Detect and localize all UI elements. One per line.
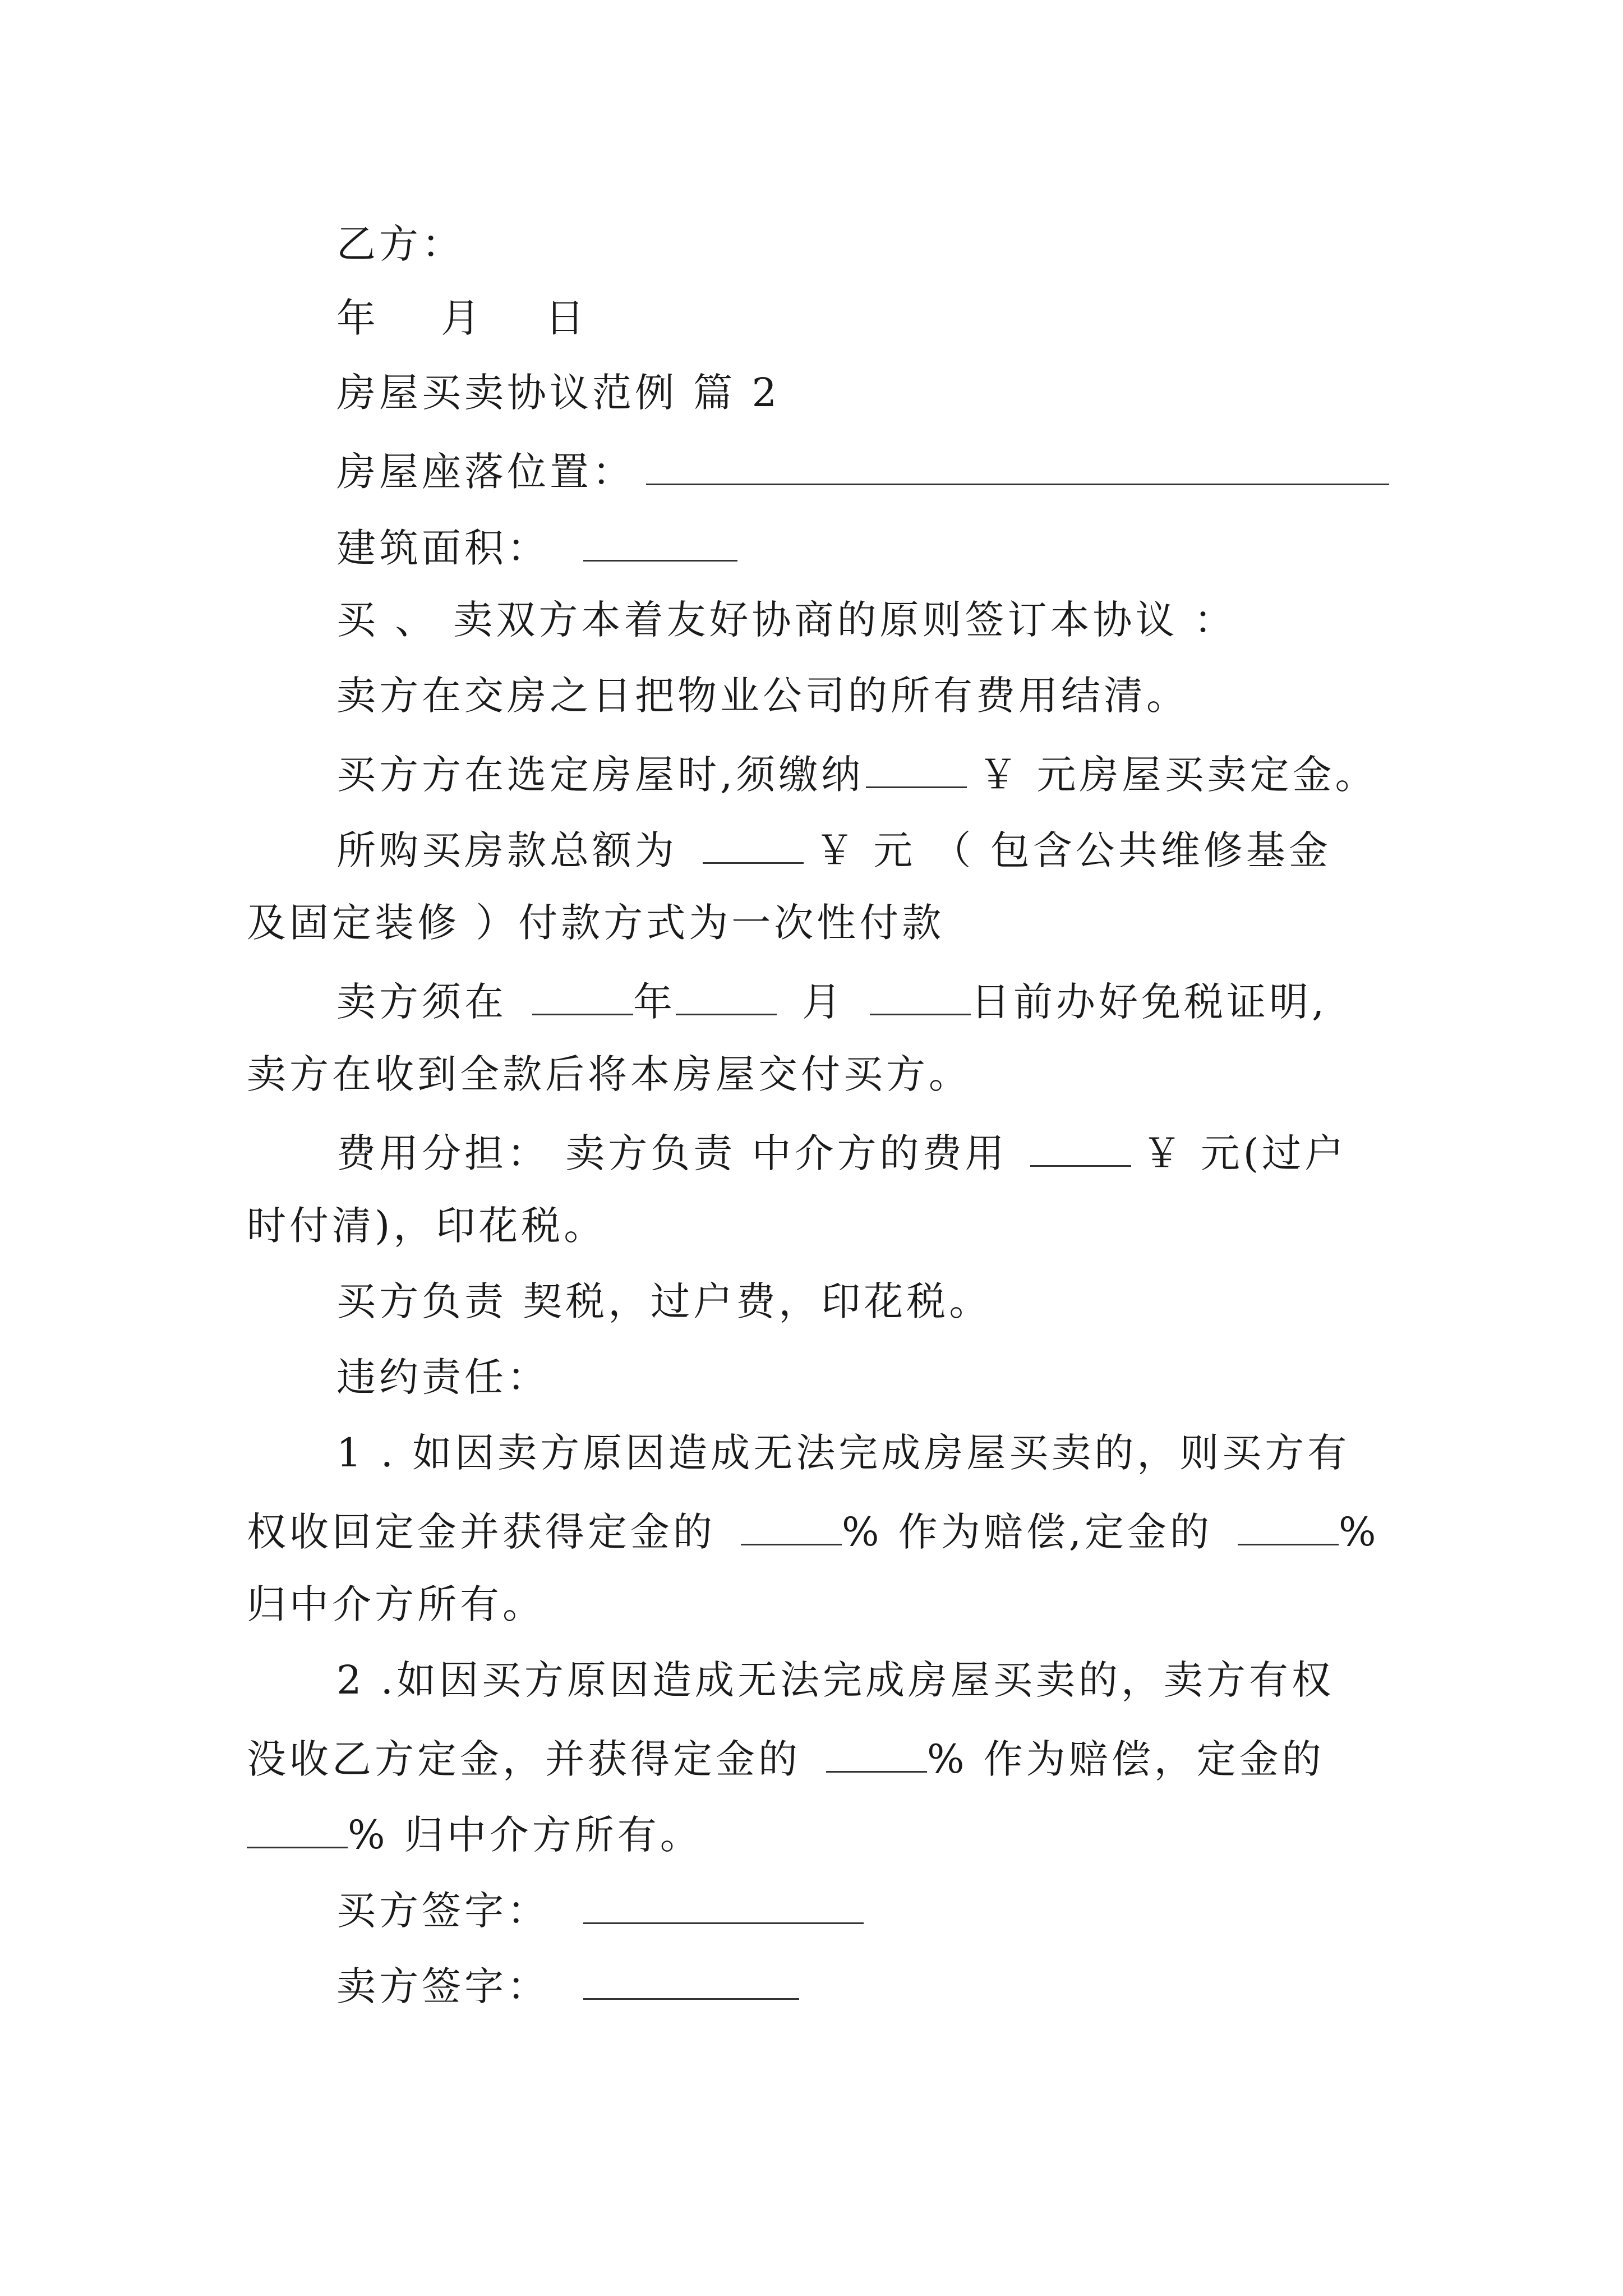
party-b-label: 乙方： (336, 221, 464, 267)
location-blank (646, 449, 1389, 485)
breach-1-blank-2 (1238, 1509, 1339, 1545)
cost-text-c: 时付清)，印花税。 (247, 1203, 607, 1249)
breach-2-line-3 (247, 1812, 703, 1858)
total-line (336, 827, 1331, 873)
cost-line (336, 1130, 1348, 1176)
total-text-b: ￥ 元 （ 包含公共维修基金 (815, 827, 1331, 873)
date-month: 月 (441, 295, 483, 341)
cost-blank (1030, 1130, 1131, 1167)
deadline-blank-year (532, 979, 633, 1015)
area-blank (583, 525, 737, 562)
breach-2-blank-2 (247, 1812, 348, 1848)
buyer-sign-line (336, 1888, 864, 1934)
deadline-text-c: 月 (802, 979, 845, 1025)
intro: 买 、 卖双方本着友好协商的原则签订本协议 ： (336, 597, 1237, 643)
deposit-line (336, 752, 1378, 798)
deadline-line (336, 979, 1328, 1025)
location-line (336, 449, 1389, 495)
deadline-text-e: 卖方在收到全款后将本房屋交付买方。 (247, 1051, 971, 1097)
breach-1-line-2 (247, 1509, 1380, 1555)
breach-1-text-b: 权收回定金并获得定金的 (247, 1509, 716, 1555)
breach-2-text-b: 没收乙方定金，并获得定金的 (247, 1736, 801, 1782)
breach-1-text-e: 归中介方所有。 (247, 1581, 545, 1627)
cost-text-a: 费用分担： 卖方负责 中介方的费用 (336, 1130, 1008, 1176)
breach-2-text-c: % 作为赔偿，定金的 (927, 1736, 1325, 1782)
seller-sign-blank (583, 1963, 799, 2000)
total-text-c: 及固定装修 ）付款方式为一次性付款 (247, 900, 945, 946)
deposit-text-a: 买方方在选定房屋时,须缴纳 (336, 752, 864, 798)
buyer-sign-blank (583, 1888, 864, 1924)
seller-sign-line (336, 1963, 799, 2009)
location-label: 房屋座落位置： (336, 449, 635, 495)
date-line (336, 295, 588, 341)
breach-title: 违约责任： (336, 1354, 550, 1400)
date-day: 日 (545, 295, 588, 341)
breach-1-text-d: % (1339, 1509, 1380, 1555)
breach-1-blank-1 (741, 1509, 842, 1545)
breach-2-line-2 (247, 1736, 1325, 1782)
breach-1-text-c: % 作为赔偿,定金的 (842, 1509, 1213, 1555)
deposit-blank (866, 752, 967, 788)
article-title: 房屋买卖协议范例 篇 2 (336, 370, 781, 416)
fees-settle: 卖方在交房之日把物业公司的所有费用结清。 (336, 673, 1189, 719)
total-blank (703, 827, 804, 864)
area-label: 建筑面积： (336, 525, 550, 571)
date-year: 年 (336, 295, 379, 341)
breach-1-line-1: 1 . 如因卖方原因造成无法完成房屋买卖的，则买方有 (336, 1430, 1350, 1476)
breach-2-blank-1 (826, 1736, 927, 1773)
deadline-text-d: 日前办好免税证明, (971, 979, 1328, 1025)
total-text-a: 所购买房款总额为 (336, 827, 677, 873)
buyer-duty: 买方负责 契税，过户费，印花税。 (336, 1278, 992, 1324)
cost-text-b: ￥ 元(过户 (1142, 1130, 1348, 1176)
area-line (336, 525, 737, 571)
buyer-sign-label: 买方签字： (336, 1888, 550, 1934)
deposit-text-b: ￥ 元房屋买卖定金。 (978, 752, 1378, 798)
breach-2-text-d: % 归中介方所有。 (348, 1812, 703, 1858)
deadline-blank-month (676, 979, 777, 1015)
deadline-text-b: 年 (633, 979, 676, 1025)
breach-2-line-1: 2 .如因买方原因造成无法完成房屋买卖的，卖方有权 (336, 1657, 1335, 1703)
deadline-text-a: 卖方须在 (336, 979, 507, 1025)
deadline-blank-day (870, 979, 971, 1015)
seller-sign-label: 卖方签字： (336, 1963, 550, 2009)
